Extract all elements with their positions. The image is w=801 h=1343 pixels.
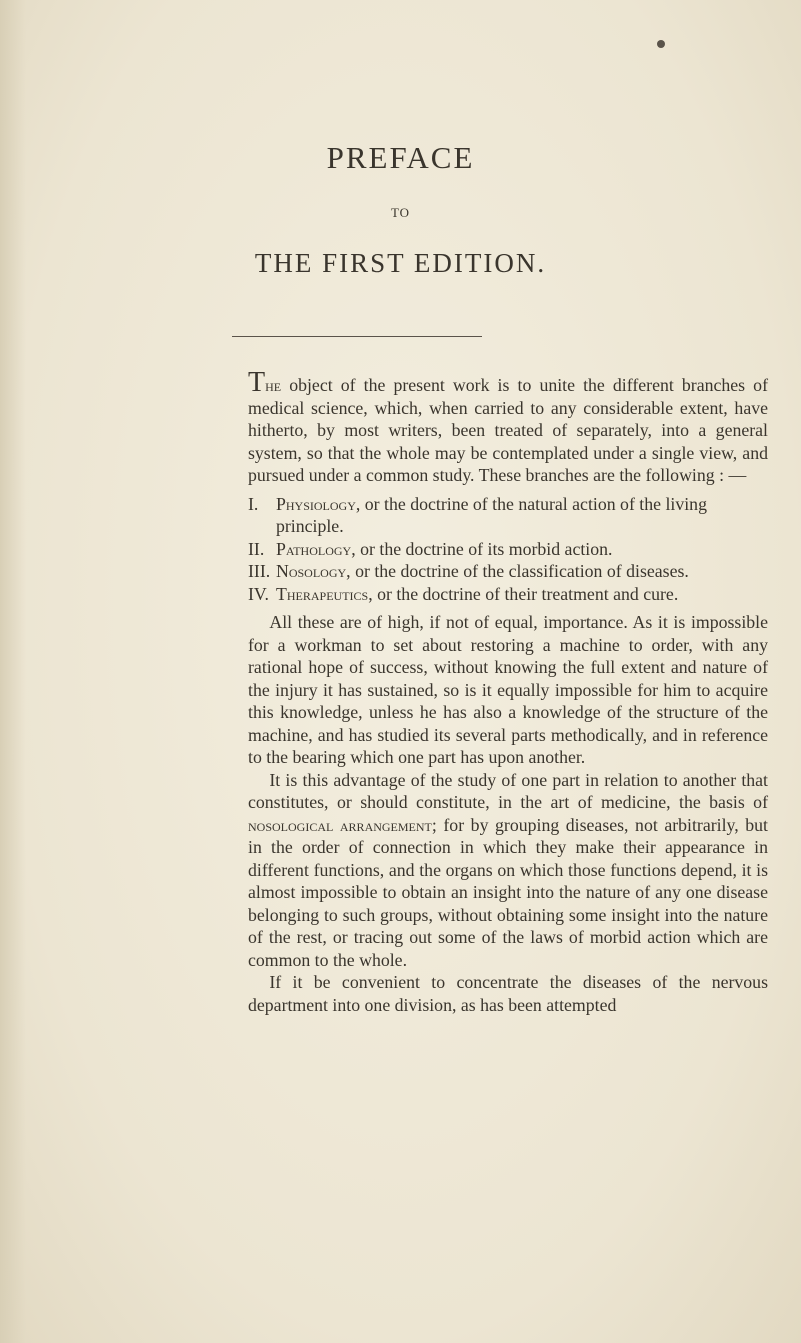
list-item-desc: or the doctrine of their treatment and cure. xyxy=(372,583,679,604)
page-title: PREFACE xyxy=(326,140,475,175)
title-rule xyxy=(232,336,482,337)
list-item-desc: or the doctrine of its morbid action. xyxy=(355,538,613,559)
list-item-number: IV. xyxy=(248,583,269,604)
list-item-body xyxy=(276,493,768,538)
intro-paragraph xyxy=(248,367,768,487)
dropcap-rest: he xyxy=(265,375,282,395)
nosological-arrangement-term: nosological arrangement xyxy=(248,814,432,835)
list-item-body xyxy=(276,583,768,606)
list-item-name: Nosology, xyxy=(276,561,351,581)
list-item-name: Physiology, xyxy=(276,493,361,514)
ink-spot xyxy=(657,40,665,48)
paragraph-nosology-before: It is this advantage of the study of one part in relation to another that constitutes, or should constitute, in the art of medicine, the basis of xyxy=(248,769,768,812)
dropcap: T xyxy=(248,367,266,398)
list-item-body xyxy=(276,538,768,561)
list-item-name: Therapeutics, xyxy=(276,583,373,604)
paragraph-importance: All these are of high, if not of equal, importance. As it is impossible for a workman to set about restoring a machine to order, with any rational hope of success, without knowing the full extent and nature of the injury it has sustained, so is it equally impossible for him to acquire this knowledge, unless he has also a knowledge of the structure of the machine, and has studied its several parts methodically, and in reference to the bearing which one part has upon another. xyxy=(248,612,768,767)
list-item-body xyxy=(276,560,768,583)
title-connector: TO xyxy=(390,205,411,220)
paragraph-nosology-after: ; for by grouping diseases, not arbitrarily, but in the order of connection in which they make their appearance in different functions, and the organs on which those functions depend, it is almost impossible to obtain an insight into the nature of any one disease belonging to such groups, without obtaining some insight into the nature of the rest, or tracing out some of the laws of morbid action which are common to the whole. xyxy=(248,814,768,970)
page-edge-shadow xyxy=(0,0,26,1343)
list-item-number: II. xyxy=(248,538,265,559)
paragraph-nosology xyxy=(248,769,768,972)
body-text xyxy=(248,367,768,1016)
list-item-desc: or the doctrine of the natural action of the living principle. xyxy=(276,493,707,536)
list-item-number: I. xyxy=(248,493,259,514)
branches-list xyxy=(248,493,768,606)
intro-text: object of the present work is to unite the different branches of medical science, which, when carried to any considerable extent, have hitherto, by most writers, been treated of separately, into a general system, so that the whole may be contemplated under a single view, and pursued under a common study. These branches are the following : — xyxy=(248,375,768,485)
list-item xyxy=(248,538,768,561)
list-item-name: Pathology, xyxy=(276,538,356,559)
page-subtitle: THE FIRST EDITION. xyxy=(254,248,547,278)
list-item xyxy=(248,493,768,538)
list-item xyxy=(248,583,768,606)
list-item-number: III. xyxy=(248,561,271,581)
list-item xyxy=(248,560,768,583)
list-item-desc: or the doctrine of the classification of diseases. xyxy=(350,561,689,581)
paragraph-nervous: If it be convenient to concentrate the diseases of the nervous department into one division, as has been attempted xyxy=(248,972,768,1015)
